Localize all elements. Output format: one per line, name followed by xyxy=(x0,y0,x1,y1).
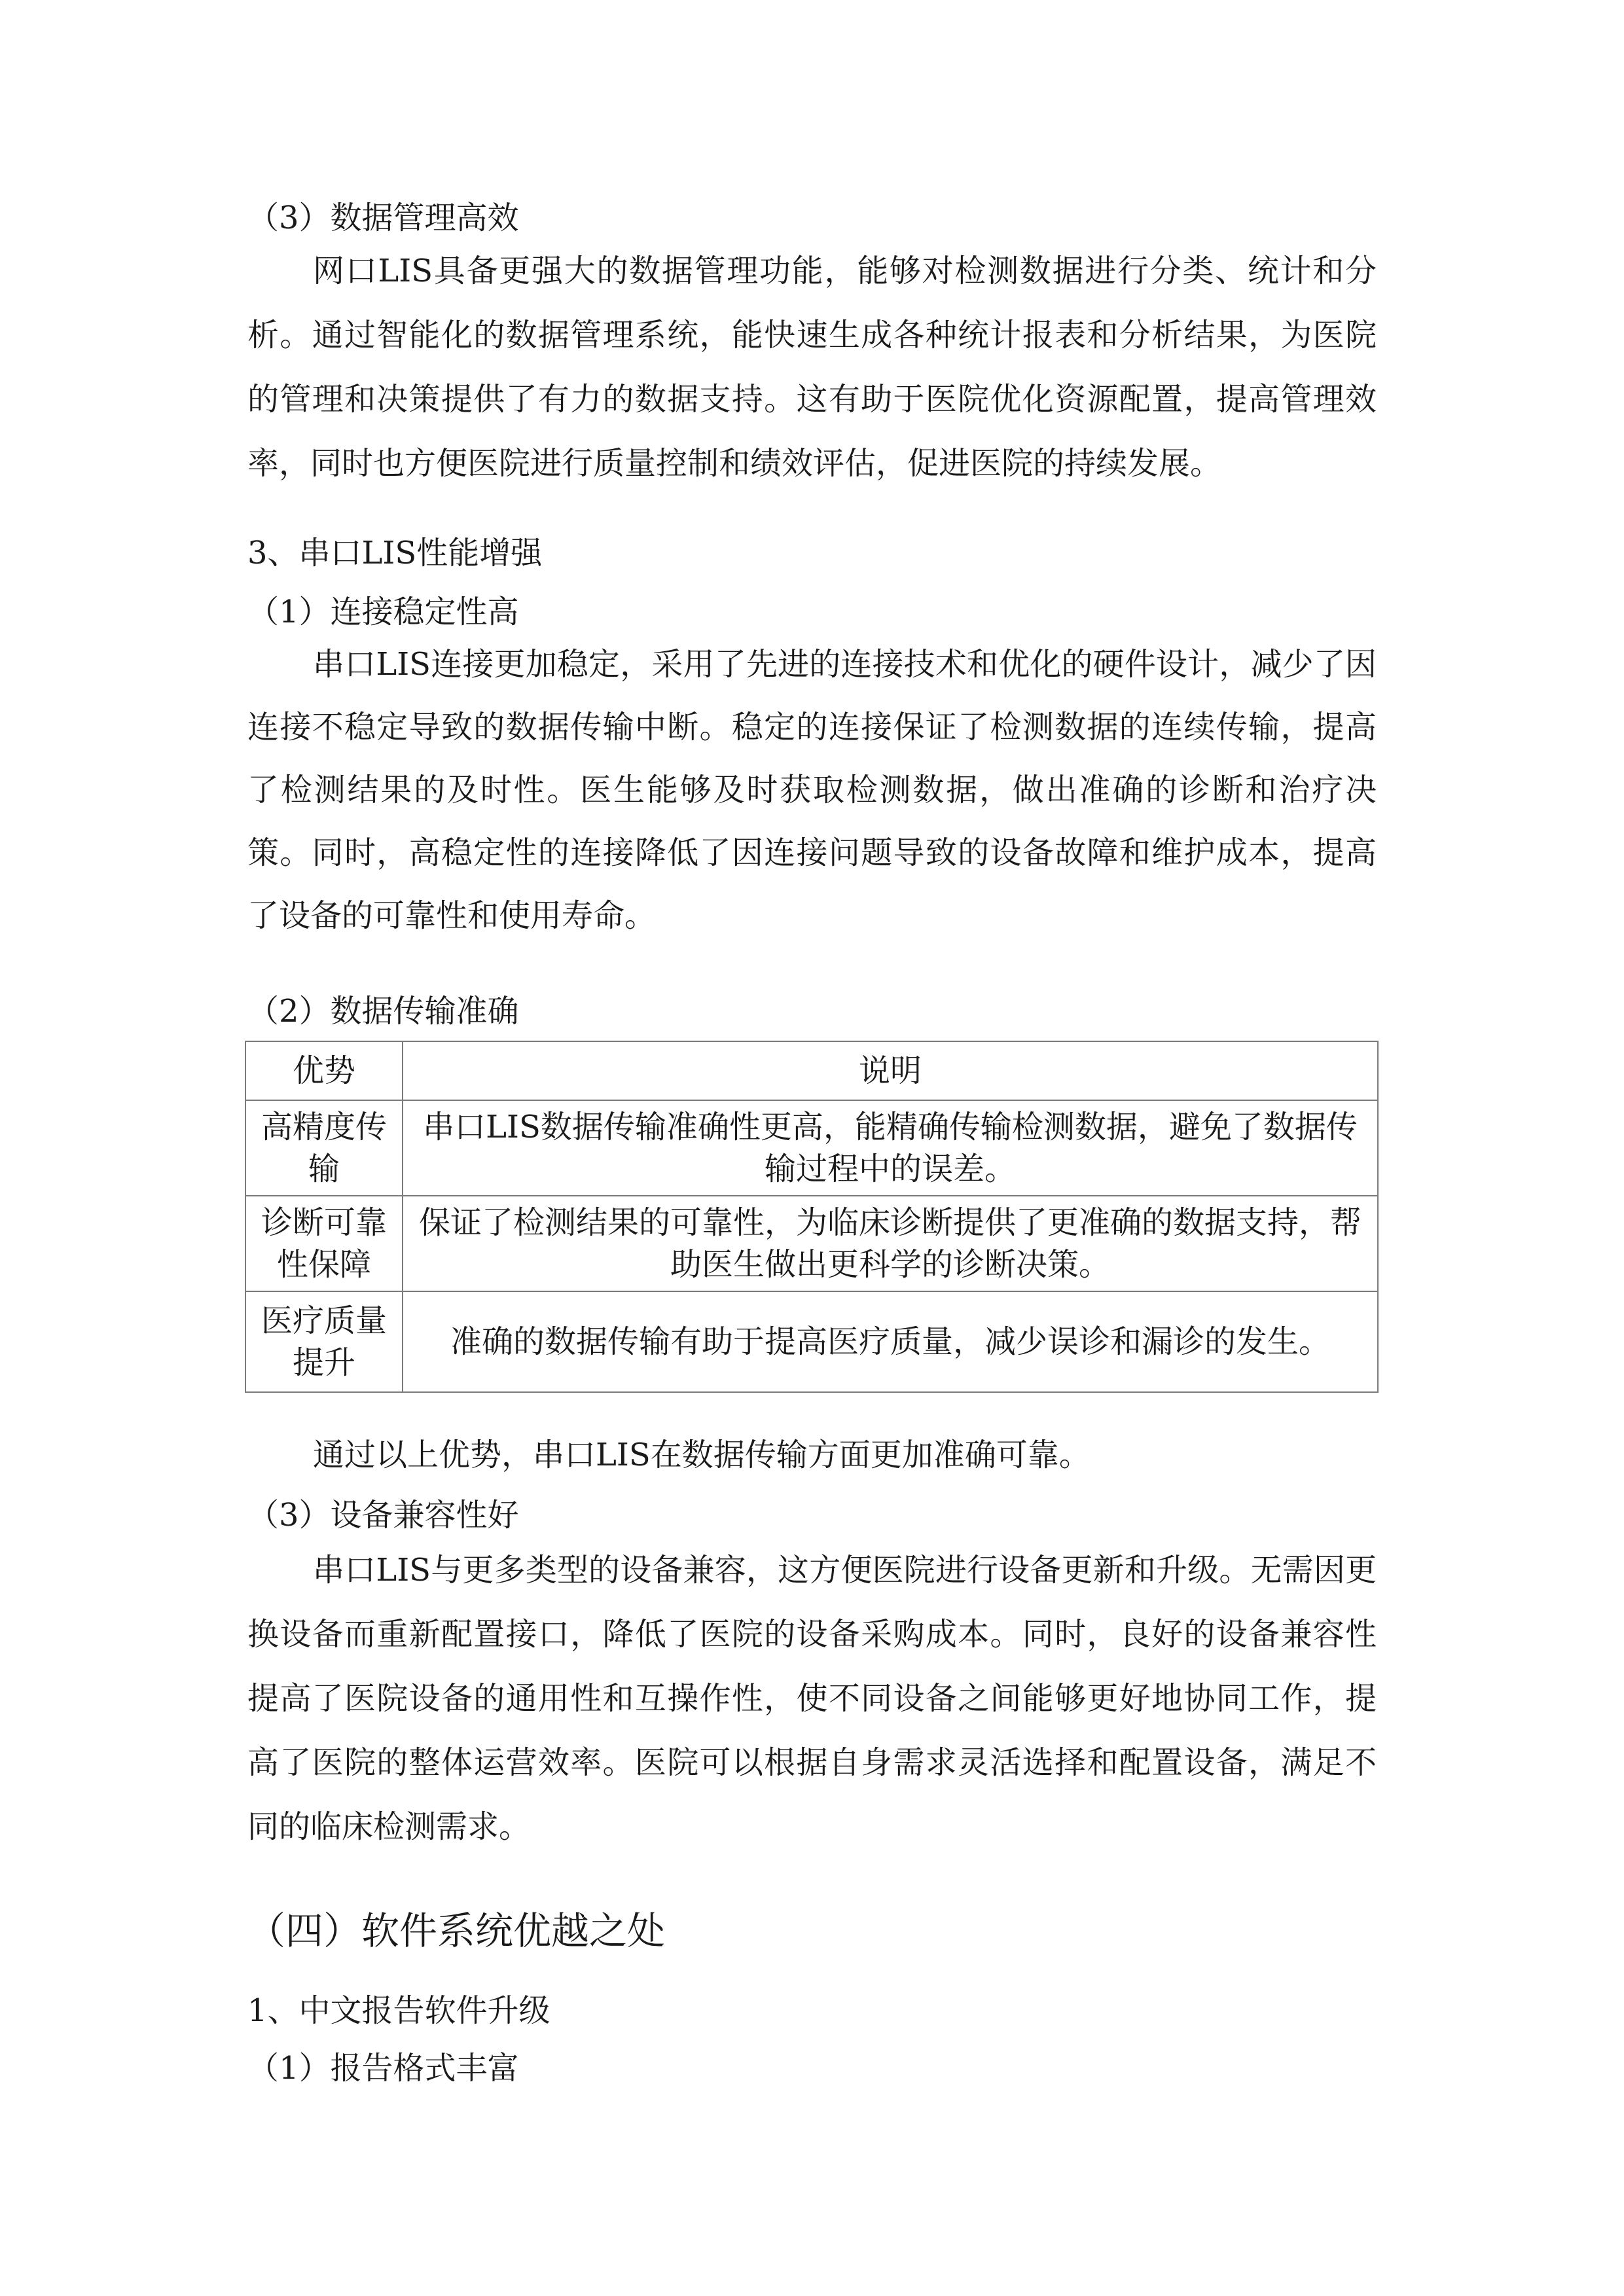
table-cell-description: 串口LIS数据传输准确性更高，能精确传输检测数据，避免了数据传输过程中的误差。 xyxy=(403,1100,1378,1196)
table-row xyxy=(245,1196,1378,1291)
paragraph-device-compatibility: 串口LIS与更多类型的设备兼容，这方便医院进行设备更新和升级。无需因更换设备而重新配置接口，降低了医院的设备采购成本。同时，良好的设备兼容性提高了医院设备的通用性和互操作性，使不同设备之间能够更好地协同工作，提高了医院的整体运营效率。医院可以根据自身需求灵活选择和配置设备，满足不同的临床检测需求。 xyxy=(247,1552,1377,1845)
heading-serial-lis: 3、串口LIS性能增强 xyxy=(247,535,543,571)
table-cell-description: 保证了检测结果的可靠性，为临床诊断提供了更准确的数据支持，帮助医生做出更科学的诊断决策。 xyxy=(403,1196,1378,1291)
heading-chinese-report-upgrade: 1、中文报告软件升级 xyxy=(247,1992,550,2029)
heading-data-accuracy: （2）数据传输准确 xyxy=(247,993,519,1030)
table-cell-advantage: 医疗质量提升 xyxy=(245,1291,403,1392)
table-header-description: 说明 xyxy=(403,1041,1378,1100)
table-row xyxy=(245,1100,1378,1196)
heading-connection-stability: （1）连接稳定性高 xyxy=(247,594,519,630)
table-cell-advantage: 高精度传输 xyxy=(245,1100,403,1196)
table-cell-advantage: 诊断可靠性保障 xyxy=(245,1196,403,1291)
paragraph-connection-stability: 串口LIS连接更加稳定，采用了先进的连接技术和优化的硬件设计，减少了因连接不稳定导致的数据传输中断。稳定的连接保证了检测数据的连续传输，提高了检测结果的及时性。医生能够及时获取检测数据，做出准确的诊断和治疗决策。同时，高稳定性的连接降低了因连接问题导致的设备故障和维护成本，提高了设备的可靠性和使用寿命。 xyxy=(247,646,1377,934)
heading-data-management: （3）数据管理高效 xyxy=(247,200,519,236)
accuracy-summary: 通过以上优势，串口LIS在数据传输方面更加准确可靠。 xyxy=(313,1437,1091,1473)
heading-software-advantages: （四）软件系统优越之处 xyxy=(247,1909,666,1953)
heading-device-compatibility: （3）设备兼容性好 xyxy=(247,1497,519,1534)
heading-report-formats: （1）报告格式丰富 xyxy=(247,2050,519,2087)
table-row xyxy=(245,1291,1378,1392)
table-header-row xyxy=(245,1041,1378,1100)
paragraph-data-management: 网口LIS具备更强大的数据管理功能，能够对检测数据进行分类、统计和分析。通过智能化的数据管理系统，能快速生成各种统计报表和分析结果，为医院的管理和决策提供了有力的数据支持。这有助于医院优化资源配置，提高管理效率，同时也方便医院进行质量控制和绩效评估，促进医院的持续发展。 xyxy=(247,253,1377,482)
advantages-table xyxy=(245,1041,1379,1393)
table-header-advantage: 优势 xyxy=(245,1041,403,1100)
table-cell-description: 准确的数据传输有助于提高医疗质量，减少误诊和漏诊的发生。 xyxy=(403,1291,1378,1392)
